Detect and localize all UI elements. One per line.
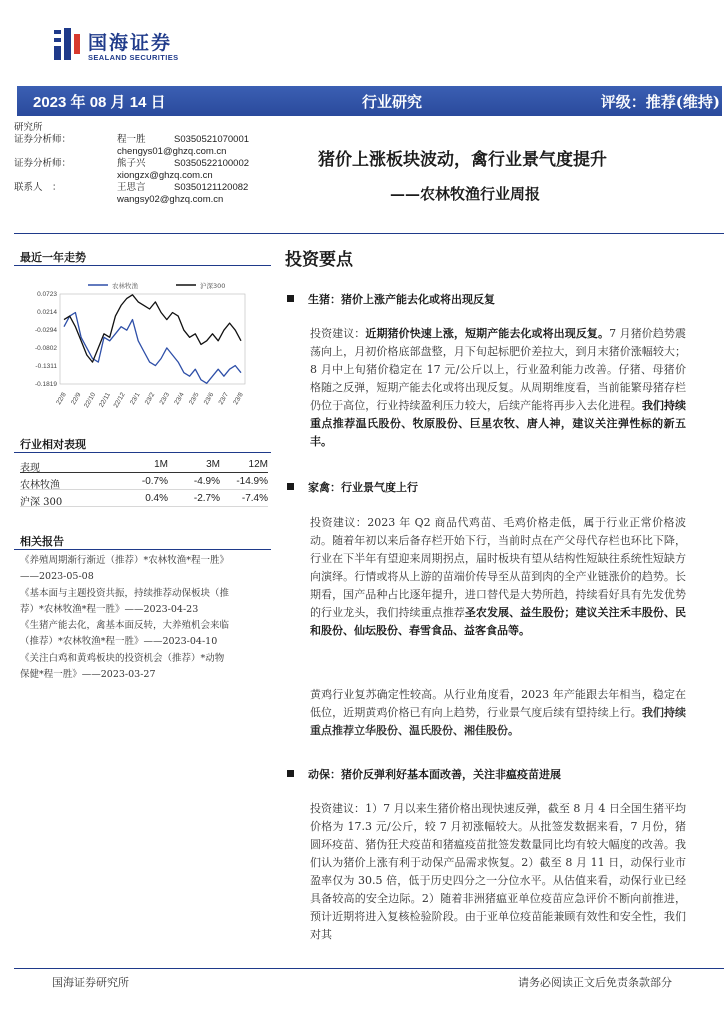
analyst-email[interactable]: wangsy02@ghzq.com.cn [117, 194, 224, 205]
header-band [17, 86, 722, 116]
report-date: 2023 年 08 月 14 日 [33, 94, 166, 111]
x-tick-label: 23/7 [217, 391, 230, 406]
y-tick-label: -0.1819 [34, 381, 57, 388]
analyst-license: S0350521070001 [174, 134, 250, 145]
x-tick-label: 23/3 [158, 391, 171, 406]
analyst-email-row [14, 146, 284, 158]
series-line [64, 313, 241, 384]
bullet-square-icon [287, 770, 294, 777]
trend-divider [14, 265, 271, 266]
analyst-role: 证券分析师： [14, 158, 72, 169]
report-link[interactable]: 《关注白鸡和黄鸡板块的投资机会（推荐）*动物 [20, 652, 225, 664]
analyst-role: 证券分析师： [14, 134, 72, 145]
analyst-block [14, 122, 284, 206]
section-heading-poultry: 家禽：行业景气度上行 [287, 479, 418, 495]
perf-cell: 0.4% [145, 493, 168, 504]
footer-divider [14, 968, 724, 969]
perf-heading: 行业相对表现 [20, 438, 86, 451]
analyst-license: S0350522100002 [174, 158, 250, 169]
research-dept: 研究所 [14, 122, 43, 133]
section-heading-hog: 生猪：猪价上涨产能去化或将出现反复 [287, 291, 495, 307]
analyst-email[interactable]: xiongzx@ghzq.com.cn [117, 170, 213, 181]
bullet-square-icon [287, 483, 294, 490]
section-heading-animal-health: 动保：猪价反弹利好基本面改善，关注非瘟疫苗进展 [287, 766, 561, 782]
x-tick-label: 22/8 [55, 391, 68, 406]
header-divider [14, 233, 724, 234]
series-line [64, 295, 241, 362]
x-tick-label: 23/5 [188, 391, 201, 406]
perf-cell: -7.4% [241, 493, 268, 504]
brand-name-cn: 国海证券 [88, 32, 173, 54]
perf-cell: -0.7% [141, 476, 168, 487]
y-tick-label: -0.1311 [35, 363, 57, 371]
perf-table [20, 456, 268, 507]
perf-cell: 农林牧渔 [20, 480, 60, 491]
brand-logo [52, 24, 232, 64]
report-category: 行业研究 [362, 93, 423, 111]
legend-label: 农林牧渔 [112, 282, 138, 290]
reports-heading: 相关报告 [20, 535, 64, 548]
analyst-license: S0350121120082 [174, 182, 249, 193]
investment-highlights-heading: 投资要点 [285, 250, 353, 270]
y-tick-label: -0.0294 [34, 327, 57, 335]
perf-cell: -2.7% [193, 493, 220, 504]
x-tick-label: 22/11 [98, 391, 112, 409]
report-link[interactable]: 《基本面与主题投资共振，持续推荐动保板块（推 [20, 587, 230, 599]
report-link-cont[interactable]: 保健*程一胜》——2023-03-27 [20, 669, 156, 681]
x-tick-label: 22/9 [70, 391, 83, 406]
section-body-yellow-chicken: 黄鸡行业复苏确定性较高。从行业角度看，2023 年产能跟去年相当，稳定在低位，近期黄鸡价格已有向上趋势，行业景气度后续有望持续上行。我们持续重点推荐立华股份、温氏股份、湘佳股份。 [310, 688, 687, 737]
trend-heading: 最近一年走势 [20, 251, 86, 264]
x-tick-label: 22/10 [83, 391, 98, 410]
analyst-name: 程一胜 [117, 134, 146, 145]
y-tick-label: -0.0802 [34, 344, 57, 352]
perf-header-cell: 12M [248, 459, 268, 470]
trend-chart [20, 272, 270, 422]
bullet-square-icon [287, 295, 294, 302]
perf-cell: -4.9% [193, 476, 220, 487]
report-link-cont[interactable]: 荐）*农林牧渔*程一胜》——2023-04-23 [20, 603, 199, 615]
x-tick-label: 23/8 [232, 391, 245, 406]
perf-cell: 沪深 300 [20, 497, 63, 508]
y-tick-label: 0.0723 [37, 291, 57, 298]
footer-org: 国海证券研究所 [52, 976, 129, 989]
report-link-cont[interactable]: （推荐）*农林牧渔*程一胜》——2023-04-10 [20, 636, 218, 648]
legend-label: 沪深300 [200, 282, 226, 290]
report-rating: 评级：推荐(维持) [600, 93, 720, 111]
footer-disclaimer: 请务必阅读正文后免责条款部分 [518, 976, 672, 989]
report-subtitle: ——农林牧渔行业周报 [390, 185, 541, 203]
x-tick-label: 23/6 [202, 391, 216, 406]
analyst-email-row [14, 170, 284, 182]
sealand-logo-icon [52, 26, 82, 62]
section-body-poultry: 投资建议：2023 年 Q2 商品代鸡苗、毛鸡价格走低，属于行业正常价格波动。随着年初以来后备存栏开始下行，当前时点在产父母代存栏也环比下降，行业在下半年有望迎来周期拐点，届时板块有望从结构性短缺往系统性短缺方向演绎。行情或将从上游的苗端价传导至从苗到肉的全产业链涨价的趋势。长期看，国产品种占比逐年提升，进口替代是大势所趋，持续看好具有先发优势的行业龙头，我们持续重点推荐圣农发展、益生股份；建议关注禾丰股份、民和股份、仙坛股份、春雪食品、益客食品等。 [310, 516, 687, 637]
perf-header-row [20, 456, 268, 473]
report-date: ——2023-05-08 [20, 571, 94, 583]
x-tick-label: 22/12 [112, 391, 127, 410]
perf-divider [14, 452, 271, 453]
analyst-row [14, 158, 284, 170]
section-body-hog: 投资建议：近期猪价快速上涨，短期产能去化或将出现反复。7 月猪价趋势震荡向上，月初价格底部盘整，月下旬起标肥价差拉大，到月末猪价涨幅较大；8 月中上旬猪价稳定在 17 元/公斤以上，行业盈利能力改善。仔猪、母猪价格随之反弹，短期产能去化或将出现反复。从周期维度看，当前能繁母猪存栏仍位于高位，行业持续盈利压力较大，后续产能将再步入去化进程。我们持续重点推荐温氏股份、牧原股份、巨星农牧、唐人神，建议关注弹性标的新五丰。 [310, 327, 687, 448]
analyst-name: 熊子兴 [117, 158, 146, 169]
related-reports [20, 553, 270, 683]
perf-cell: -14.9% [236, 476, 268, 487]
analyst-email[interactable]: chengys01@ghzq.com.cn [117, 146, 227, 157]
analyst-name: 王思言 [117, 182, 146, 193]
report-title: 猪价上涨板块波动，禽行业景气度提升 [318, 150, 607, 170]
y-tick-label: 0.0214 [37, 309, 57, 317]
x-tick-label: 23/1 [129, 391, 142, 406]
perf-header-cell: 1M [154, 459, 168, 470]
analyst-row [14, 182, 284, 194]
x-tick-label: 23/2 [143, 391, 157, 406]
perf-row [20, 490, 268, 507]
reports-divider [14, 549, 271, 550]
perf-header-cell: 3M [206, 459, 220, 470]
section-body-animal-health: 投资建议：1）7 月以来生猪价格出现快速反弹，截至 8 月 4 日全国生猪平均价格为 17.3 元/公斤，较 7 月初涨幅较大。从批签发数据来看，7 月份，猪圆环疫苗、猪伪狂犬疫苗和猪瘟疫苗批签发数量同比均有较大幅度的改善。我们认为猪价上涨有利于动保产品需求恢复。2）截至 8 月 11 日，动保行业市盈率仅为 30.5 倍，低于历史四分之一分位水平。从估值来看，动保行业已经具备较高的安全边际。2）随着非洲猪瘟亚单位疫苗应急评价不断向前推进，预计近期将进入复核检验阶段。由于亚单位疫苗能兼顾有效性和安全性，我们对其 [310, 802, 686, 941]
perf-row [20, 473, 268, 490]
x-tick-label: 23/4 [173, 391, 186, 406]
perf-header-cell: 表现 [20, 463, 40, 474]
report-link[interactable]: 《生猪产能去化，禽基本面反转，大养殖机会来临 [20, 620, 230, 632]
analyst-email-row [14, 194, 284, 206]
analyst-role: 联系人 ： [14, 182, 62, 193]
analyst-row [14, 134, 284, 146]
report-link[interactable]: 《养殖周期渐行渐近（推荐）*农林牧渔*程一胜》 [20, 555, 230, 566]
brand-name-en: SEALAND SECURITIES [88, 53, 179, 62]
